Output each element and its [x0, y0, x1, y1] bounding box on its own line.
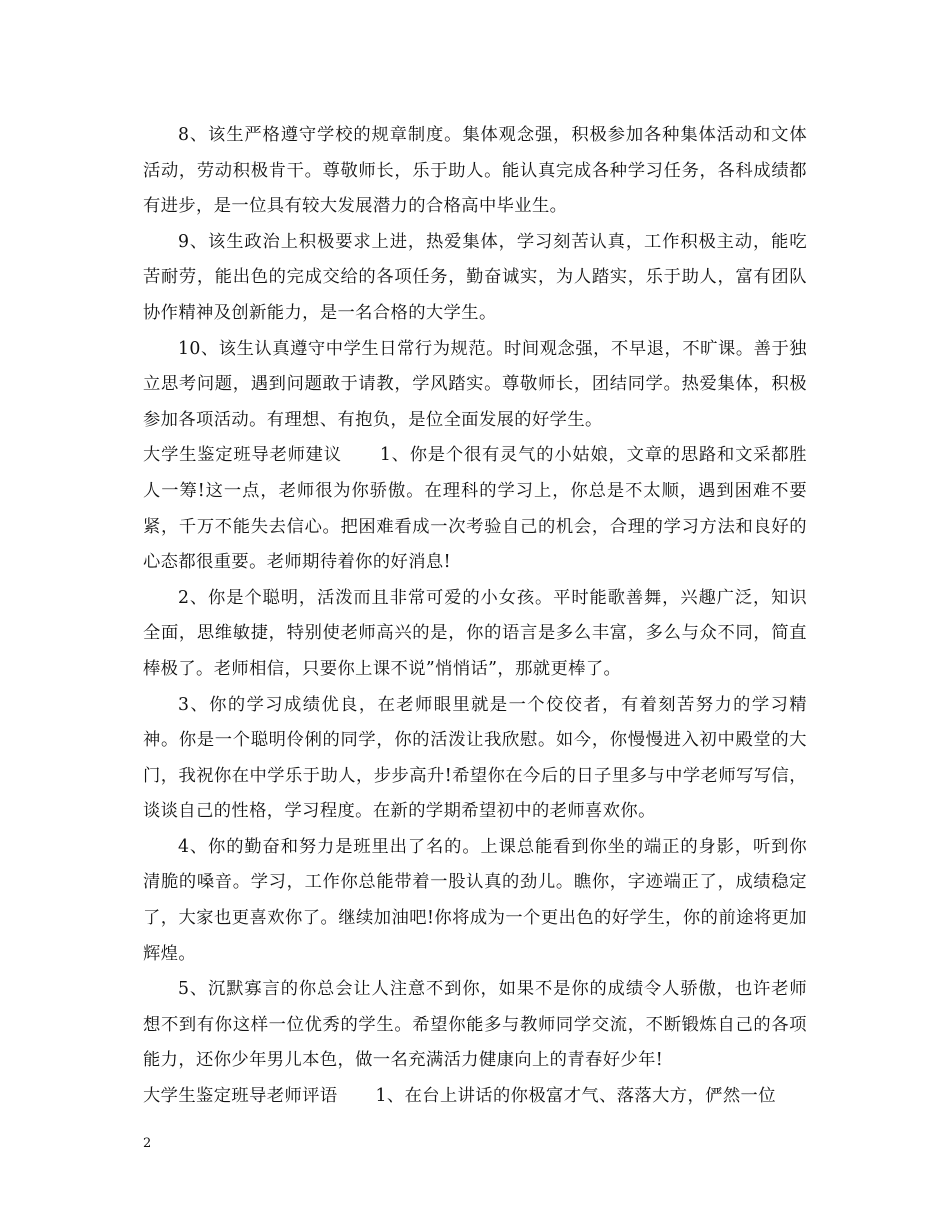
paragraph-9: 9、该生政治上积极要求上进，热爱集体，学习刻苦认真，工作积极主动，能吃苦耐劳，能出色的完成交给的各项任务，勤奋诚实，为人踏实，乐于助人，富有团队协作精神及创新能力，是一名合格的大学生。	[143, 231, 807, 323]
page-number: 2	[143, 1136, 152, 1151]
suggestion-1-text: 1、你是个很有灵气的小姑娘，文章的思路和文采都胜人一筹!这一点，老师很为你骄傲。在理科的学习上，你总是不太顺，遇到困难不要紧，千万不能失去信心。把困难看成一次考验自己的机会，合理的学习方法和良好的心态都很重要。老师期待着你的好消息!	[143, 445, 807, 573]
paragraph-10: 10、该生认真遵守中学生日常行为规范。时间观念强，不早退，不旷课。善于独立思考问题，遇到问题敢于请教，学风踏实。尊敬师长，团结同学。热爱集体，积极参加各项活动。有理想、有抱负，是位全面发展的好学生。	[143, 338, 807, 430]
comment-1-text: 1、在台上讲话的你极富才气、落落大方，俨然一位	[375, 1086, 776, 1107]
section-comments	[143, 1079, 807, 1115]
suggestion-4: 4、你的勤奋和努力是班里出了名的。上课总能看到你坐的端正的身影，听到你清脆的嗓音。学习，工作你总能带着一股认真的劲儿。瞧你，字迹端正了，成绩稳定了，大家也更喜欢你了。继续加油吧!你将成为一个更出色的好学生，你的前途将更加辉煌。	[143, 836, 807, 964]
section-heading-suggestions: 大学生鉴定班导老师建议	[143, 445, 342, 466]
paragraph-8: 8、该生严格遵守学校的规章制度。集体观念强，积极参加各种集体活动和文体活动，劳动积极肯干。尊敬师长，乐于助人。能认真完成各种学习任务，各科成绩都有进步，是一位具有较大发展潜力的合格高中毕业生。	[143, 125, 807, 217]
suggestion-3: 3、你的学习成绩优良，在老师眼里就是一个佼佼者，有着刻苦努力的学习精神。你是一个聪明伶俐的同学，你的活泼让我欣慰。如今，你慢慢进入初中殿堂的大门，我祝你在中学乐于助人，步步高升!希望你在今后的日子里多与中学老师写写信，谈谈自己的性格，学习程度。在新的学期希望初中的老师喜欢你。	[143, 694, 807, 822]
document-body	[143, 118, 807, 1115]
suggestion-5: 5、沉默寡言的你总会让人注意不到你，如果不是你的成绩令人骄傲，也许老师想不到有你这样一位优秀的学生。希望你能多与教师同学交流，不断锻炼自己的各项能力，还你少年男儿本色，做一名充满活力健康向上的青春好少年!	[143, 979, 807, 1071]
section-heading-comments: 大学生鉴定班导老师评语	[143, 1086, 338, 1107]
suggestion-2: 2、你是个聪明，活泼而且非常可爱的小女孩。平时能歌善舞，兴趣广泛，知识全面，思维敏捷，特别使老师高兴的是，你的语言是多么丰富，多么与众不同，简直棒极了。老师相信，只要你上课不说”悄悄话”，那就更棒了。	[143, 587, 807, 679]
section-suggestions	[143, 438, 807, 580]
